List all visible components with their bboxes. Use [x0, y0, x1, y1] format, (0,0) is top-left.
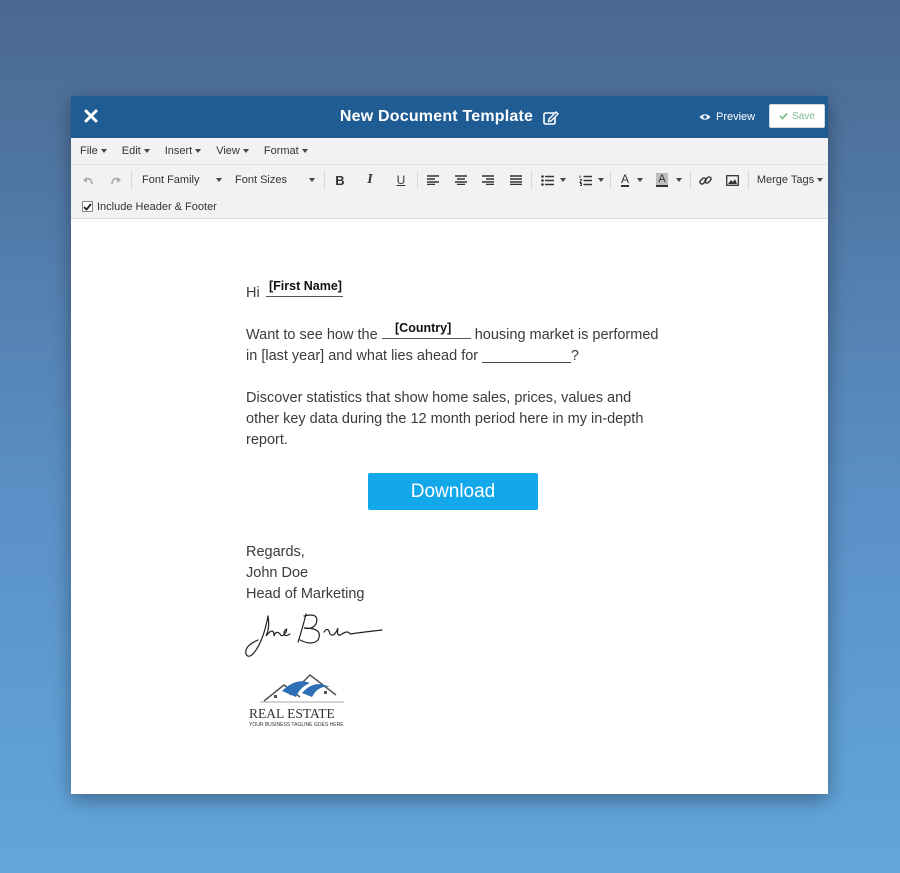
menu-file-label: File: [80, 145, 98, 157]
chevron-down-icon: [195, 149, 201, 153]
menu-format[interactable]: [264, 145, 308, 157]
toolbar-divider: [324, 171, 325, 189]
chevron-down-icon: [309, 178, 315, 182]
background-color-button[interactable]: [654, 170, 684, 190]
chevron-down-icon: [637, 178, 643, 182]
save-button[interactable]: [769, 104, 825, 128]
bullet-list-icon: [541, 175, 554, 186]
menu-insert[interactable]: [165, 145, 202, 157]
toolbar-divider: [690, 171, 691, 189]
font-family-label: Font Family: [142, 174, 200, 186]
link-icon: [699, 174, 712, 187]
check-icon: [83, 203, 92, 211]
chevron-down-icon: [598, 178, 604, 182]
align-center-button[interactable]: [452, 170, 470, 190]
toolbar-divider: [610, 171, 611, 189]
background-color-icon: A: [658, 173, 666, 185]
align-center-icon: [455, 175, 467, 185]
chevron-down-icon: [817, 178, 823, 182]
align-right-button[interactable]: [479, 170, 497, 190]
chevron-down-icon: [243, 149, 249, 153]
chevron-down-icon: [560, 178, 566, 182]
toolbar-divider: [531, 171, 532, 189]
closing-text: Regards,: [246, 544, 305, 560]
align-right-icon: [482, 175, 494, 185]
bold-button[interactable]: [331, 170, 349, 190]
undo-button[interactable]: [79, 170, 97, 190]
font-sizes-label: Font Sizes: [235, 174, 287, 186]
toolbar-divider: [131, 171, 132, 189]
greeting-text: Hi: [246, 285, 260, 301]
menu-format-label: Format: [263, 145, 299, 157]
menu-file[interactable]: [80, 145, 107, 157]
check-icon: [779, 112, 788, 120]
download-button[interactable]: [368, 473, 538, 510]
country-merge-tag[interactable]: [Country]: [395, 321, 452, 335]
eye-icon: [699, 113, 711, 121]
menu-view[interactable]: [216, 145, 249, 157]
redo-button[interactable]: [107, 170, 125, 190]
chevron-down-icon: [101, 149, 107, 153]
formatting-toolbar: [71, 165, 828, 195]
image-icon: [726, 175, 739, 186]
chevron-down-icon: [144, 149, 150, 153]
bullet-list-button[interactable]: [538, 170, 568, 190]
underline-button[interactable]: [392, 170, 410, 190]
first-name-merge-tag[interactable]: [First Name]: [269, 279, 342, 293]
include-header-footer-checkbox[interactable]: [82, 201, 93, 212]
download-label: Download: [410, 480, 496, 502]
save-label: Save: [792, 110, 815, 122]
link-button[interactable]: [696, 170, 714, 190]
sender-name: John Doe: [246, 565, 309, 581]
paragraph-2-line-1: Discover statistics that show home sales, prices, values and: [246, 390, 632, 406]
text-color-icon: A: [620, 172, 629, 186]
logo-tagline: YOUR BUSINESS TAGLINE GOES HERE: [249, 722, 344, 728]
italic-button[interactable]: [361, 170, 379, 190]
chevron-down-icon: [216, 178, 222, 182]
menu-edit[interactable]: [122, 145, 150, 157]
italic-icon: I: [367, 172, 373, 187]
numbered-list-icon: [579, 175, 592, 186]
toolbar-divider: [748, 171, 749, 189]
window-title: New Document Template: [339, 108, 534, 125]
paragraph-2-line-3: report.: [246, 432, 288, 448]
menu-insert-label: Insert: [164, 145, 193, 157]
merge-tags-select[interactable]: [756, 170, 824, 190]
menu-view-label: View: [216, 145, 240, 157]
underline-icon: U: [396, 173, 406, 187]
font-sizes-select[interactable]: [235, 170, 315, 190]
bold-icon: B: [335, 172, 345, 188]
paragraph-1-line-2: in [last year] and what lies ahead for ___________?: [246, 348, 579, 364]
menu-edit-label: Edit: [121, 145, 141, 157]
close-icon: [84, 109, 98, 123]
chevron-down-icon: [302, 149, 308, 153]
align-justify-button[interactable]: [507, 170, 525, 190]
chevron-down-icon: [676, 178, 682, 182]
paragraph-1-line-1: [246, 325, 658, 346]
merge-tags-label: Merge Tags: [756, 174, 815, 186]
preview-label: Preview: [716, 111, 756, 123]
title-bar: [71, 96, 828, 138]
image-button[interactable]: [723, 170, 741, 190]
toolbar-divider: [417, 171, 418, 189]
text-color-button[interactable]: [617, 170, 647, 190]
preview-button[interactable]: [699, 108, 755, 126]
para1-text-a: Want to see how the: [246, 327, 378, 343]
align-left-icon: [427, 175, 439, 185]
para1-text-b: housing market is performed: [474, 327, 659, 343]
real-estate-logo-icon: [260, 671, 344, 703]
numbered-list-button[interactable]: [576, 170, 606, 190]
redo-icon: [110, 175, 122, 186]
edit-title-icon[interactable]: [543, 110, 559, 125]
font-family-select[interactable]: [142, 170, 222, 190]
options-bar: [71, 195, 828, 219]
logo-name: REAL ESTATE: [249, 706, 335, 721]
align-justify-icon: [510, 175, 522, 185]
sender-position: Head of Marketing: [246, 586, 365, 602]
align-left-button[interactable]: [424, 170, 442, 190]
menu-bar: [71, 138, 828, 165]
editor-window: [71, 96, 828, 794]
close-button[interactable]: [80, 105, 102, 127]
include-header-footer-label: Include Header & Footer: [97, 200, 217, 213]
paragraph-2-line-2: other key data during the 12 month period here in my in-depth: [246, 411, 644, 427]
signature-image: [244, 610, 384, 662]
undo-icon: [82, 175, 94, 186]
